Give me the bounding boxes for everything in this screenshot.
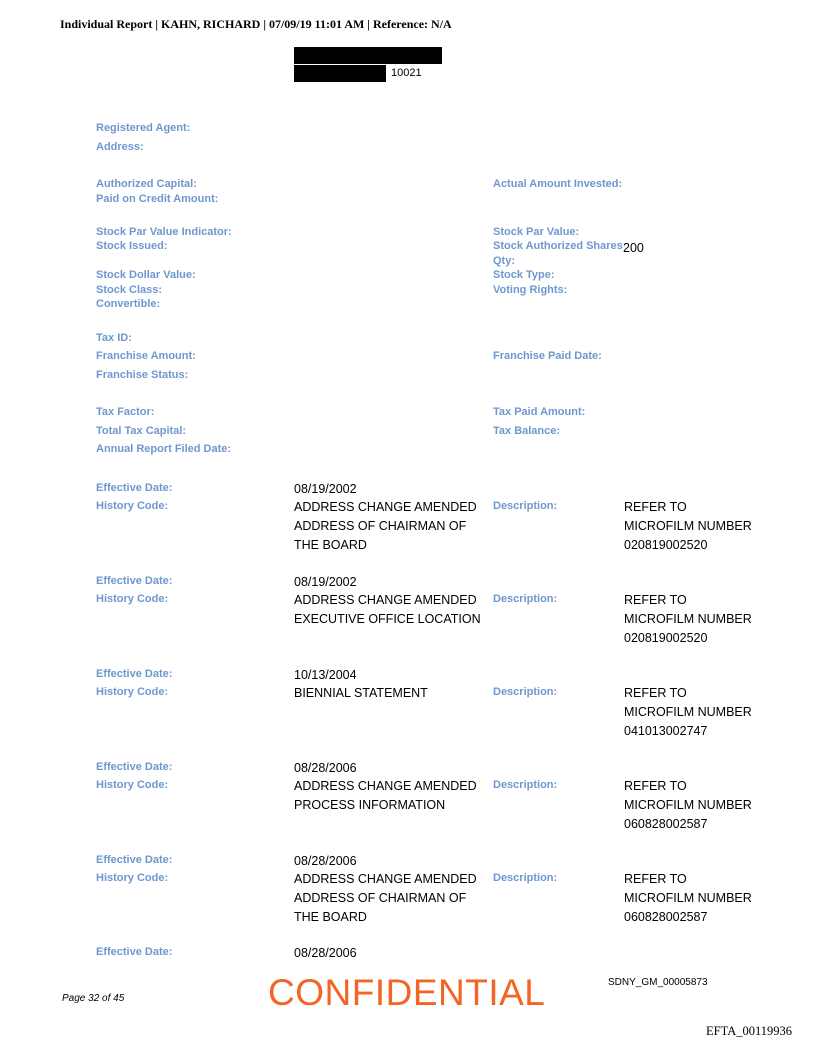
description-line: 060828002587 — [624, 817, 708, 831]
history-code-line: THE BOARD — [294, 910, 367, 924]
history-code-value — [294, 498, 477, 555]
total-tax-capital-label: Total Tax Capital: — [96, 425, 187, 437]
history-code-value — [294, 591, 481, 629]
description-line: MICROFILM NUMBER — [624, 519, 752, 533]
history-code-line: EXECUTIVE OFFICE LOCATION — [294, 612, 481, 626]
stock-class-label: Stock Class: — [96, 284, 163, 296]
description-value — [624, 870, 752, 927]
description-value — [624, 498, 752, 555]
history-entry — [0, 759, 816, 849]
description-line: 020819002520 — [624, 631, 708, 645]
history-entry — [0, 573, 816, 663]
history-code-line: THE BOARD — [294, 538, 367, 552]
tax-factor-label: Tax Factor: — [96, 406, 155, 418]
history-code-value — [294, 870, 477, 927]
history-code-line: ADDRESS CHANGE AMENDED — [294, 779, 477, 793]
stock-authorized-shares-value: 200 — [623, 241, 644, 255]
history-code-line: ADDRESS CHANGE AMENDED — [294, 872, 477, 886]
actual-amount-invested-label: Actual Amount Invested: — [493, 178, 623, 190]
efta-number: EFTA_00119936 — [706, 1024, 793, 1038]
effective-date-label: Effective Date: — [96, 575, 173, 587]
description-line: 041013002747 — [624, 724, 708, 738]
tax-balance-label: Tax Balance: — [493, 425, 561, 437]
history-code-line: ADDRESS OF CHAIRMAN OF — [294, 891, 467, 905]
report-header: Individual Report | KAHN, RICHARD | 07/09/19 11:01 AM | Reference: N/A — [60, 17, 452, 31]
description-line: 060828002587 — [624, 910, 708, 924]
effective-date-value: 10/13/2004 — [294, 668, 357, 682]
history-code-line: ADDRESS OF CHAIRMAN OF — [294, 519, 467, 533]
history-code-line: BIENNIAL STATEMENT — [294, 686, 428, 700]
bates-number: SDNY_GM_00005873 — [608, 977, 708, 988]
effective-date-value: 08/28/2006 — [294, 761, 357, 775]
description-line: REFER TO — [624, 686, 687, 700]
annual-report-filed-date-label: Annual Report Filed Date: — [96, 443, 232, 455]
effective-date-value: 08/28/2006 — [294, 854, 357, 868]
description-value — [624, 777, 752, 834]
page-number: Page 32 of 45 — [62, 993, 125, 1004]
franchise-amount-label: Franchise Amount: — [96, 350, 196, 362]
effective-date-value: 08/19/2002 — [294, 482, 357, 496]
history-entry — [0, 480, 816, 570]
effective-date-label: Effective Date: — [96, 668, 173, 680]
franchise-status-label: Franchise Status: — [96, 369, 189, 381]
description-line: 020819002520 — [624, 538, 708, 552]
description-line: MICROFILM NUMBER — [624, 612, 752, 626]
effective-date-label: Effective Date: — [96, 854, 173, 866]
description-line: REFER TO — [624, 872, 687, 886]
stock-type-label: Stock Type: — [493, 269, 555, 281]
franchise-paid-date-label: Franchise Paid Date: — [493, 350, 602, 362]
authorized-capital-label: Authorized Capital: — [96, 178, 197, 190]
history-code-label: History Code: — [96, 686, 169, 698]
description-line: MICROFILM NUMBER — [624, 798, 752, 812]
description-line: REFER TO — [624, 593, 687, 607]
redacted-address-line-1 — [294, 47, 442, 64]
history-code-line: ADDRESS CHANGE AMENDED — [294, 500, 477, 514]
description-label: Description: — [493, 686, 558, 698]
history-code-label: History Code: — [96, 779, 169, 791]
description-label: Description: — [493, 500, 558, 512]
description-value — [624, 684, 752, 741]
convertible-label: Convertible: — [96, 298, 161, 310]
description-line: REFER TO — [624, 500, 687, 514]
redacted-address-line-2 — [294, 65, 386, 82]
description-line: MICROFILM NUMBER — [624, 705, 752, 719]
stock-issued-label: Stock Issued: — [96, 240, 168, 252]
voting-rights-label: Voting Rights: — [493, 284, 568, 296]
history-entry — [0, 852, 816, 942]
history-code-label: History Code: — [96, 872, 169, 884]
history-code-line: PROCESS INFORMATION — [294, 798, 446, 812]
effective-date-label: Effective Date: — [96, 482, 173, 494]
tax-id-label: Tax ID: — [96, 332, 132, 344]
stock-par-value-label: Stock Par Value: — [493, 226, 580, 238]
history-code-line: ADDRESS CHANGE AMENDED — [294, 593, 477, 607]
paid-on-credit-label: Paid on Credit Amount: — [96, 193, 219, 205]
history-entry — [0, 666, 816, 756]
effective-date-label: Effective Date: — [96, 946, 173, 958]
effective-date-value: 08/28/2006 — [294, 946, 357, 960]
history-code-value — [294, 684, 428, 703]
address-label: Address: — [96, 141, 144, 153]
history-code-value — [294, 777, 477, 815]
description-value — [624, 591, 752, 648]
confidential-stamp: CONFIDENTIAL — [268, 972, 546, 1013]
stock-dollar-value-label: Stock Dollar Value: — [96, 269, 196, 281]
tax-paid-amount-label: Tax Paid Amount: — [493, 406, 586, 418]
history-code-label: History Code: — [96, 593, 169, 605]
effective-date-label: Effective Date: — [96, 761, 173, 773]
stock-authorized-shares-qty-label: Qty: — [493, 255, 515, 267]
description-label: Description: — [493, 779, 558, 791]
history-code-label: History Code: — [96, 500, 169, 512]
stock-authorized-shares-label: Stock Authorized Shares — [493, 240, 623, 252]
description-line: REFER TO — [624, 779, 687, 793]
effective-date-value: 08/19/2002 — [294, 575, 357, 589]
registered-agent-label: Registered Agent: — [96, 122, 191, 134]
address-zip: 10021 — [391, 67, 422, 79]
stock-par-value-indicator-label: Stock Par Value Indicator: — [96, 226, 232, 238]
description-line: MICROFILM NUMBER — [624, 891, 752, 905]
description-label: Description: — [493, 872, 558, 884]
description-label: Description: — [493, 593, 558, 605]
